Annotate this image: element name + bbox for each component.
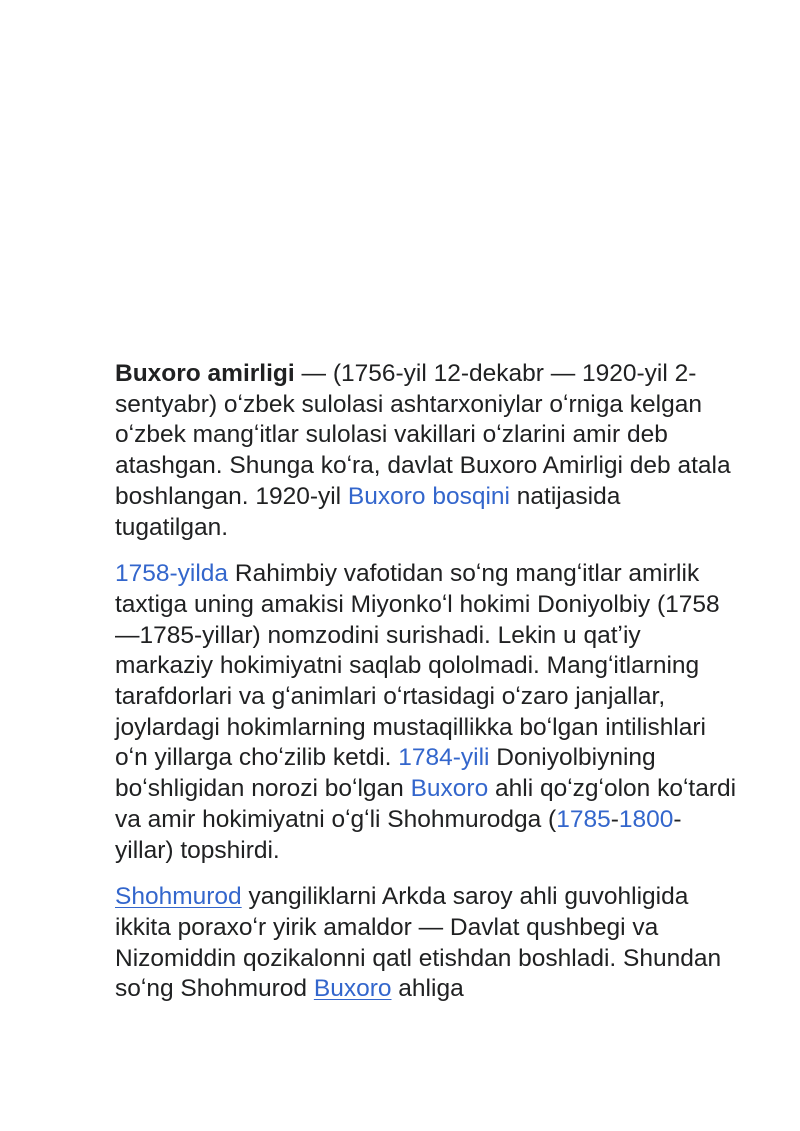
link-1785[interactable]: 1785 xyxy=(556,805,611,833)
text-run: — (1756-yil 12-dekabr — 1920-yil 2-sentyabr) oʻzbek sulolasi ashtarxoniylar oʻrniga kelgan oʻzbek mangʻitlar sulolasi vakillari oʻzlarini amir deb atashgan. Shunga koʻra, davlat Buxoro Amirligi deb atala boshlangan. 1920-yil xyxy=(115,360,731,510)
text-run: -yillar) topshirdi. xyxy=(115,805,682,864)
article-body xyxy=(115,359,740,1021)
text-run: ahli qoʻzgʻolon koʻtardi va amir hokimiyatni oʻgʻli Shohmurodga ( xyxy=(115,775,737,833)
text-run: ahliga xyxy=(391,975,464,1003)
link-buxoro[interactable]: Buxoro xyxy=(410,775,489,803)
text-run: - xyxy=(610,805,619,833)
article-title: Buxoro amirligi xyxy=(115,360,295,387)
text-run: Rahimbiy vafotidan soʻng mangʻitlar amirlik taxtiga uning amakisi Miyonkoʻl hokimi Doniyolbiy (1758—1785-yillar) nomzodini surishadi. Lekin u qatʼiy markaziy hokimiyatni saqlab qololmadi. Mangʻitlarning tarafdorlari va gʻanimlari oʻrtasidagi oʻzaro janjallar, joylardagi hokimlarning mustaqillikka boʻlgan intilishlari oʻn yillarga choʻzilib ketdi. xyxy=(115,560,720,772)
text-run: natijasida tugatilgan. xyxy=(115,482,621,541)
paragraph-shohmurod xyxy=(115,882,740,1005)
link-buxoro-2[interactable]: Buxoro xyxy=(313,975,392,1003)
link-1784-yili[interactable]: 1784-yili xyxy=(398,744,490,772)
link-1758-yilda[interactable]: 1758-yilda xyxy=(115,560,229,588)
paragraph-intro xyxy=(115,359,740,543)
paragraph-history xyxy=(115,559,740,866)
link-shohmurod[interactable]: Shohmurod xyxy=(115,883,242,911)
text-run: Doniyolbiyning boʻshligidan norozi boʻlgan xyxy=(115,744,656,803)
link-buxoro-bosqini[interactable]: Buxoro bosqini xyxy=(347,482,510,510)
link-1800[interactable]: 1800 xyxy=(618,805,674,833)
text-run: yangiliklarni Arkda saroy ahli guvohligida ikkita poraxoʻr yirik amaldor — Davlat qushbegi va Nizomiddin qozikalonni qatl etishdan boshladi. Shundan soʻng Shohmurod xyxy=(115,883,722,1003)
